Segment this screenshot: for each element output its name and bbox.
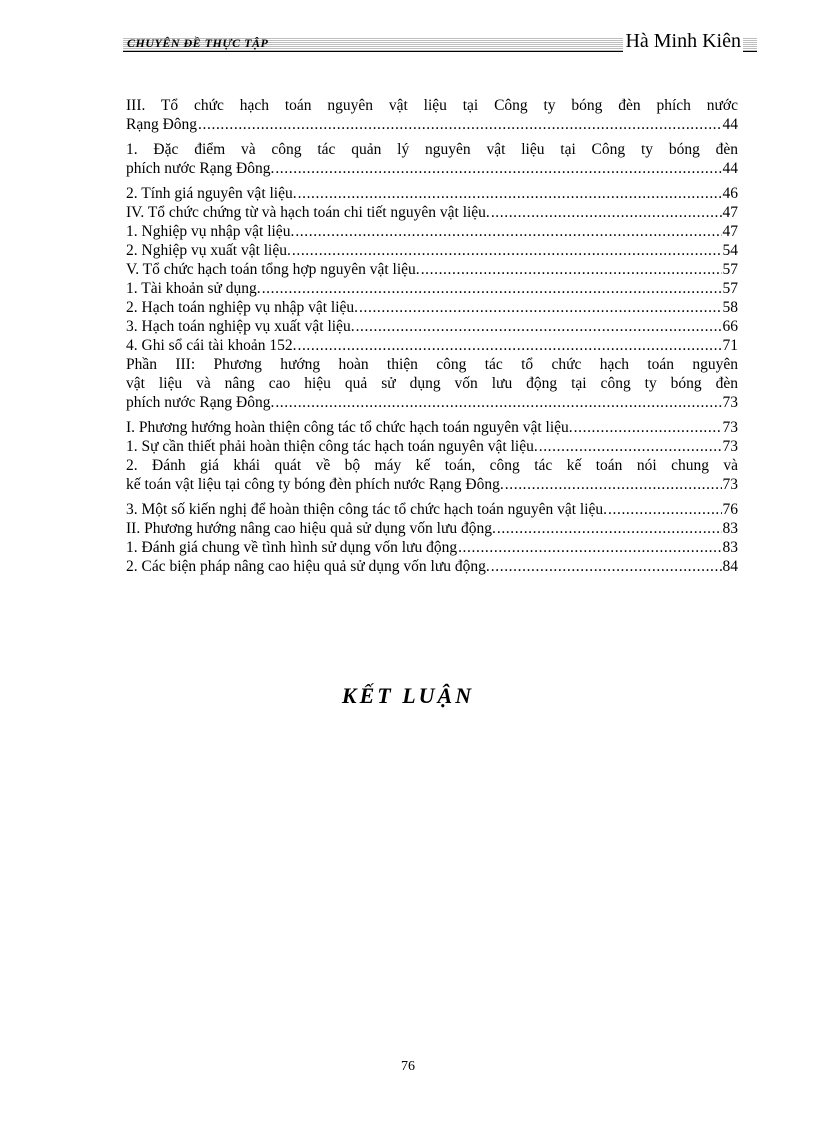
dot-leader — [497, 519, 722, 538]
toc-entry-page: 47 — [722, 204, 738, 221]
toc-entry-title: 1. Nghiệp vụ nhập vật liệu. — [126, 223, 295, 240]
toc-entry-page: 47 — [722, 223, 738, 240]
toc-entry-page: 73 — [722, 419, 738, 436]
conclusion-heading: KẾT LUẬN — [341, 683, 475, 708]
toc-entry-title: 1. Tài khoản sử dụng. — [126, 280, 261, 297]
toc-entry-row — [126, 184, 738, 203]
toc-entry-title: 3. Hạch toán nghiệp vụ xuất vật liệu. — [126, 318, 355, 335]
toc-entry — [126, 355, 738, 412]
toc-entry-title: V. Tổ chức hạch toán tổng hợp nguyên vật liệu. — [126, 261, 420, 278]
toc-entry-page: 57 — [722, 280, 738, 297]
dot-leader — [574, 418, 722, 437]
toc-entry — [126, 538, 738, 557]
header-author: Hà Minh Kiên — [625, 30, 741, 52]
toc-entry-title: Rạng Đông — [126, 116, 198, 133]
toc-entry-page: 44 — [722, 116, 738, 133]
toc-entry-title: 2. Các biện pháp nâng cao hiệu quả sử dụng vốn lưu động. — [126, 558, 490, 575]
toc-entry-line: vật liệu và nâng cao hiệu quả sử dụng vốn lưu động tại công ty bóng đèn — [126, 375, 738, 392]
toc-entry — [126, 336, 738, 355]
toc-entry-row — [126, 279, 738, 298]
toc-entry-title: 1. Đánh giá chung về tình hình sử dụng vốn lưu động — [126, 539, 458, 556]
toc-entry — [126, 500, 738, 519]
toc-entry-page: 73 — [722, 476, 738, 493]
toc-entry-page: 83 — [722, 520, 738, 537]
dot-leader — [356, 317, 722, 336]
dot-leader — [292, 241, 722, 260]
toc-entry — [126, 140, 738, 178]
toc-entry-page: 71 — [722, 337, 738, 354]
toc-entry-row — [126, 437, 738, 456]
toc-entry-page: 84 — [722, 558, 738, 575]
toc-entry-row — [126, 393, 738, 412]
dot-leader — [198, 115, 721, 134]
toc-entry-row — [126, 475, 738, 494]
dot-leader — [298, 184, 722, 203]
toc-entry — [126, 279, 738, 298]
toc-entry-line: 1. Đặc điểm và công tác quản lý nguyên vật liệu tại Công ty bóng đèn — [126, 141, 738, 158]
page-number: 76 — [401, 1059, 415, 1074]
dot-leader — [297, 336, 721, 355]
toc-entry — [126, 418, 738, 437]
toc-entry-row — [126, 418, 738, 437]
toc-entry — [126, 241, 738, 260]
toc-entry — [126, 317, 738, 336]
dot-leader — [275, 393, 721, 412]
toc-entry-page: 83 — [722, 539, 738, 556]
toc-entry-row — [126, 159, 738, 178]
toc-entry-line: Phần III: Phương hướng hoàn thiện công tác tổ chức hạch toán nguyên — [126, 356, 738, 373]
dot-leader — [262, 279, 722, 298]
toc-entry-page: 76 — [722, 501, 738, 518]
toc-entry-line: III. Tổ chức hạch toán nguyên vật liệu tại Công ty bóng đèn phích nước — [126, 97, 738, 114]
toc-entry — [126, 96, 738, 134]
toc-entry-row — [126, 222, 738, 241]
dot-leader — [295, 222, 721, 241]
toc-entry-title: 2. Hạch toán nghiệp vụ nhập vật liệu. — [126, 299, 359, 316]
toc-entry-page: 44 — [722, 160, 738, 177]
toc-entry — [126, 298, 738, 317]
toc-entry-page: 57 — [722, 261, 738, 278]
dot-leader — [491, 203, 722, 222]
dot-leader — [608, 500, 721, 519]
toc-entry-title: 2. Nghiệp vụ xuất vật liệu. — [126, 242, 291, 259]
toc-entry — [126, 519, 738, 538]
dot-leader — [421, 260, 722, 279]
toc-entry-row — [126, 317, 738, 336]
table-of-contents — [126, 96, 738, 576]
toc-entry-title: kế toán vật liệu tại công ty bóng đèn phích nước Rạng Đông. — [126, 476, 504, 493]
dot-leader — [359, 298, 721, 317]
toc-entry — [126, 456, 738, 494]
dot-leader — [275, 159, 721, 178]
toc-entry-page: 58 — [722, 299, 738, 316]
toc-entry-title: IV. Tổ chức chứng từ và hạch toán chi tiết nguyên vật liệu. — [126, 204, 490, 221]
toc-entry — [126, 437, 738, 456]
toc-entry-row — [126, 260, 738, 279]
toc-entry-title: I. Phương hướng hoàn thiện công tác tổ chức hạch toán nguyên vật liệu. — [126, 419, 573, 436]
toc-entry-row — [126, 500, 738, 519]
toc-entry-title: phích nước Rạng Đông. — [126, 160, 275, 177]
toc-entry-title: 3. Một số kiến nghị để hoàn thiện công tác tổ chức hạch toán nguyên vật liệu. — [126, 501, 608, 518]
running-header — [123, 30, 757, 52]
toc-entry-title: 1. Sự cần thiết phải hoàn thiện công tác hạch toán nguyên vật liệu. — [126, 438, 538, 455]
dot-leader — [539, 437, 722, 456]
toc-entry-page: 73 — [722, 394, 738, 411]
toc-entry-row — [126, 557, 738, 576]
toc-entry-page: 54 — [722, 242, 738, 259]
dot-leader — [491, 557, 722, 576]
toc-entry-row — [126, 336, 738, 355]
toc-entry-row — [126, 241, 738, 260]
toc-entry-page: 73 — [722, 438, 738, 455]
dot-leader — [505, 475, 722, 494]
toc-entry — [126, 203, 738, 222]
toc-entry — [126, 260, 738, 279]
toc-entry-title: II. Phương hướng nâng cao hiệu quả sử dụng vốn lưu động. — [126, 520, 496, 537]
toc-entry — [126, 557, 738, 576]
toc-entry-title: phích nước Rạng Đông. — [126, 394, 275, 411]
toc-entry — [126, 222, 738, 241]
header-title: CHUYÊN ĐỀ THỰC TẬP — [127, 36, 269, 50]
toc-entry-page: 46 — [722, 185, 738, 202]
toc-entry-title: 2. Tính giá nguyên vật liệu. — [126, 185, 297, 202]
toc-entry-line: 2. Đánh giá khái quát về bộ máy kế toán, công tác kế toán nói chung và — [126, 457, 738, 474]
toc-entry-title: 4. Ghi sổ cái tài khoản 152. — [126, 337, 297, 354]
dot-leader — [458, 538, 721, 557]
toc-entry-row — [126, 519, 738, 538]
toc-entry-row — [126, 298, 738, 317]
toc-entry-page: 66 — [722, 318, 738, 335]
toc-entry-row — [126, 203, 738, 222]
toc-entry-row — [126, 115, 738, 134]
toc-entry — [126, 184, 738, 203]
toc-entry-row — [126, 538, 738, 557]
